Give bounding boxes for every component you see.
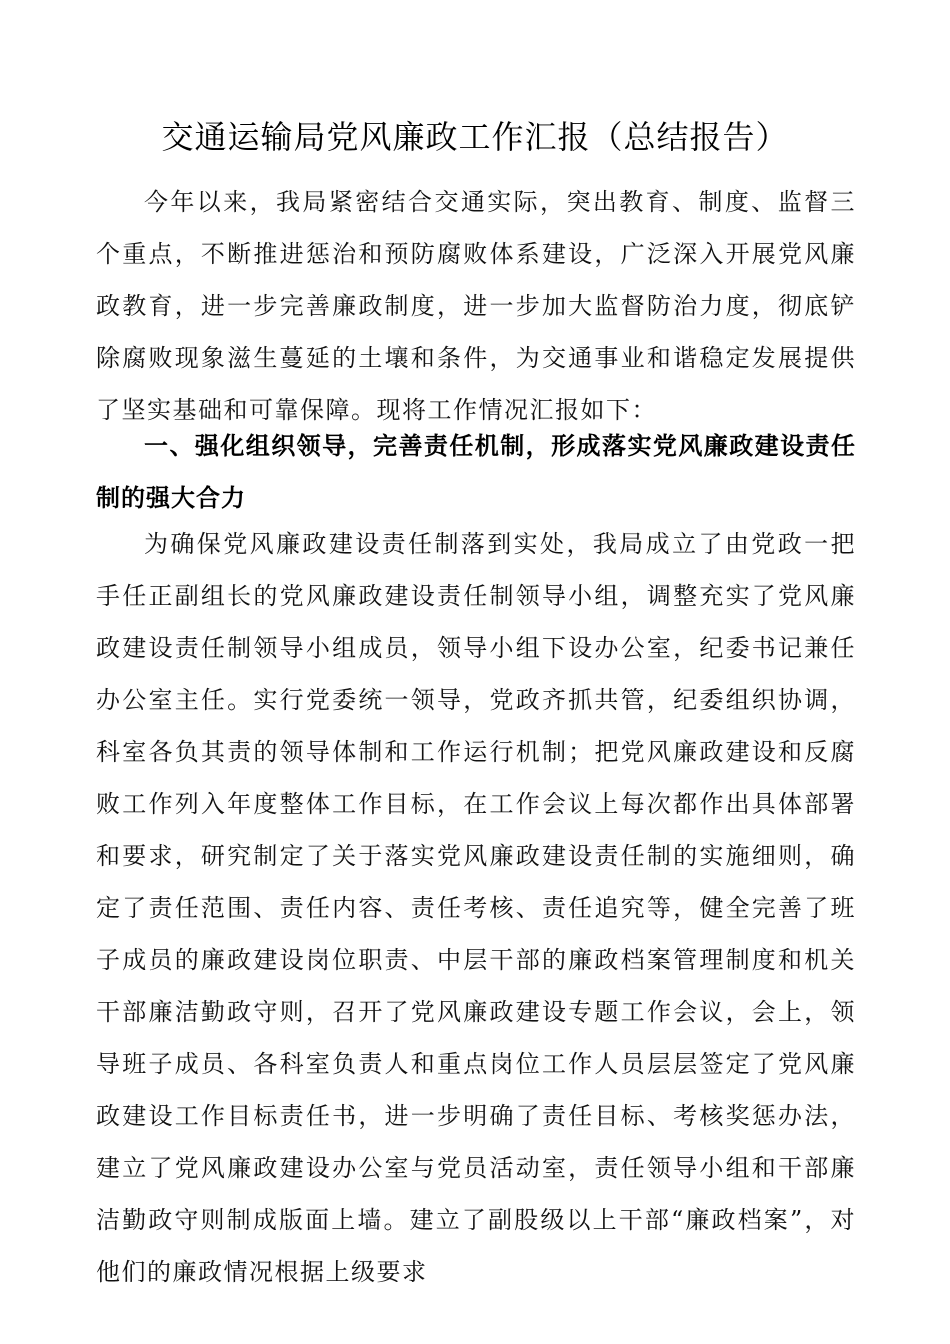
intro-paragraph: 今年以来，我局紧密结合交通实际，突出教育、制度、监督三个重点，不断推进惩治和预防腐败体系建设，广泛深入开展党风廉政教育，进一步完善廉政制度，进一步加大监督防治力度，彻底铲除腐败现象滋生蔓延的土壤和条件，为交通事业和谐稳定发展提供了坚实基础和可靠保障。现将工作情况汇报如下： bbox=[96, 188, 856, 424]
section-1-heading: 一、强化组织领导，完善责任机制，形成落实党风廉政建设责任制的强大合力 bbox=[96, 432, 856, 512]
document-title: 交通运输局党风廉政工作汇报（总结报告） bbox=[161, 118, 789, 156]
section-1-paragraph: 为确保党风廉政建设责任制落到实处，我局成立了由党政一把手任正副组长的党风廉政建设责任制领导小组，调整充实了党风廉政建设责任制领导小组成员，领导小组下设办公室，纪委书记兼任办公室主任。实行党委统一领导，党政齐抓共管，纪委组织协调，科室各负其责的领导体制和工作运行机制；把党风廉政建设和反腐败工作列入年度整体工作目标，在工作会议上每次都作出具体部署和要求，研究制定了关于落实党风廉政建设责任制的实施细则，确定了责任范围、责任内容、责任考核、责任追究等，健全完善了班子成员的廉政建设岗位职责、中层干部的廉政档案管理制度和机关干部廉洁勤政守则，召开了党风廉政建设专题工作会议，会上，领导班子成员、各科室负责人和重点岗位工作人员层层签定了党风廉政建设工作目标责任书，进一步明确了责任目标、考核奖惩办法，建立了党风廉政建设办公室与党员活动室，责任领导小组和干部廉洁勤政守则制成版面上墙。建立了副股级以上干部“廉政档案”，对他们的廉政情况根据上级要求 bbox=[96, 530, 856, 1286]
